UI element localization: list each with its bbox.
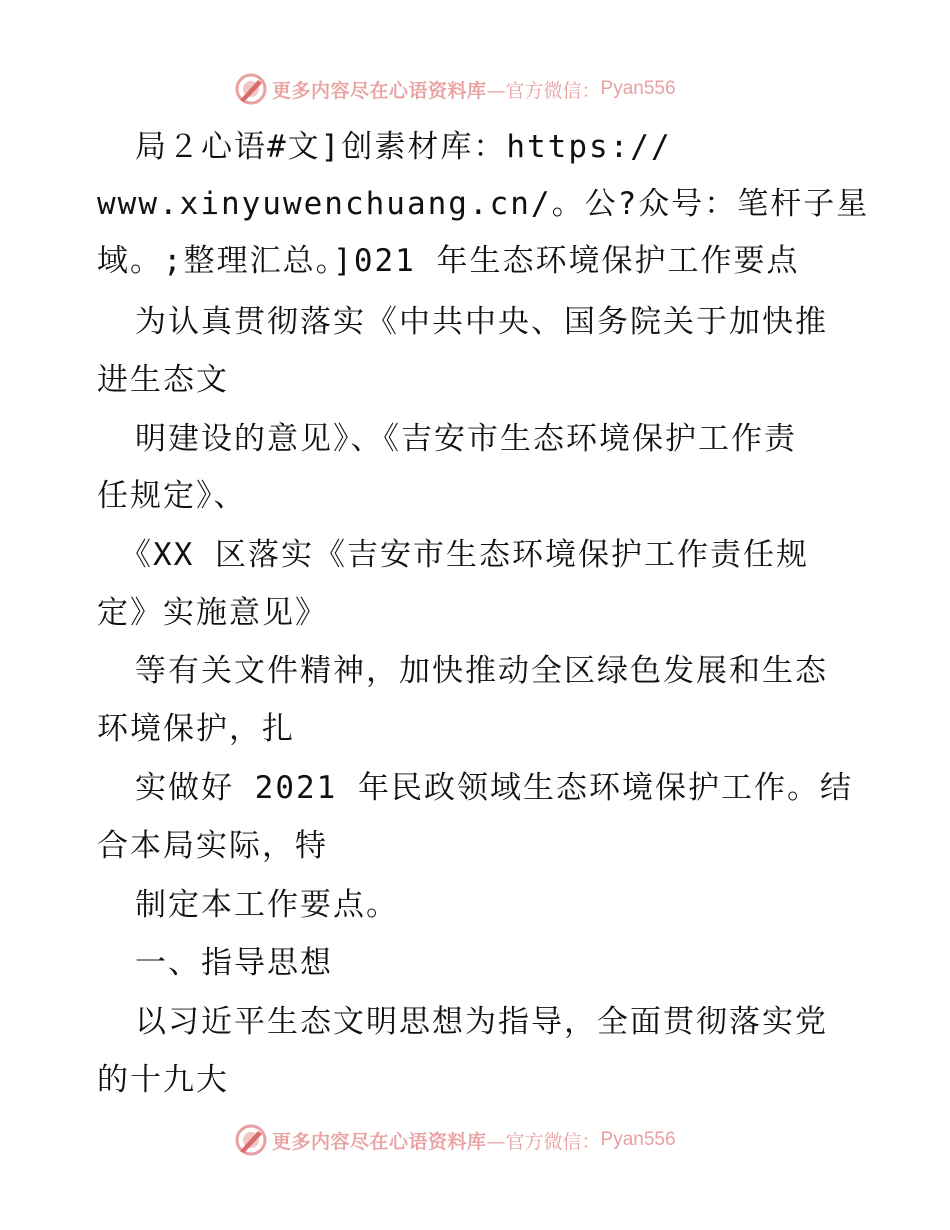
text-line: 以习近平生态文明思想为指导，全面贯彻落实党 [135,1004,828,1040]
text-line: 明建设的意见》、《吉安市生态环境保护工作责 [135,421,797,457]
watermark-wechat-id: Pyan556 [600,78,676,99]
watermark-sub-text: —官方微信： [486,79,601,102]
watermark-sub-text: —官方微信： [486,1130,601,1153]
text-line: 局２心语#文]创素材库：https:// [135,129,672,165]
watermark-text: 更多内容尽在心语资料库 [272,79,487,102]
header-watermark [234,72,676,106]
text-line: 域。;整理汇总。]021 年生态环境保护工作要点 [97,243,800,279]
text-line: 任规定》、 [97,478,247,514]
text-line: 定》实施意见》 [97,595,328,631]
text-line: 为认真贯彻落实《中共中央、国务院关于加快推 [135,304,828,340]
text-line: 的十九大 [97,1062,229,1098]
text-line: 实做好 2021 年民政领域生态环境保护工作。结 [135,770,853,806]
pen-logo-icon [234,72,268,106]
text-line: 《XX 区落实《吉安市生态环境保护工作责任规 [120,537,809,573]
text-line: 制定本工作要点。 [135,887,399,923]
footer-watermark [234,1123,676,1157]
text-line: 进生态文 [97,362,229,398]
text-line: 等有关文件精神，加快推动全区绿色发展和生态 [135,653,828,689]
pen-logo-icon [234,1123,268,1157]
text-line: www.xinyuwenchuang.cn/。公?众号：笔杆子星 [97,186,870,222]
text-line: 合本局实际，特 [97,828,328,864]
watermark-wechat-id: Pyan556 [600,1129,676,1150]
section-heading: 一、指导思想 [135,945,333,981]
text-line: 环境保护，扎 [97,711,295,747]
watermark-text: 更多内容尽在心语资料库 [272,1130,487,1153]
